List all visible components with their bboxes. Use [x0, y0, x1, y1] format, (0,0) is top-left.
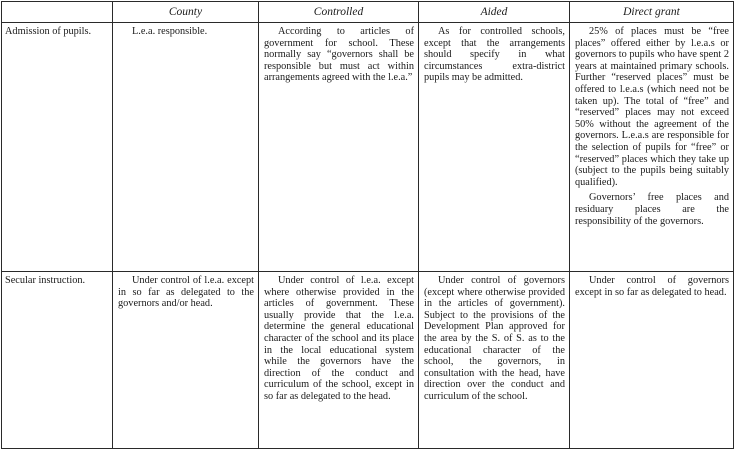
- county-text: Under control of l.e.a. except in so far as delegated to the governors and/or head.: [118, 275, 254, 310]
- aided-text: As for controlled schools, except that the arrangements should specify in what circumstances extra-district pupils may be admitted.: [424, 26, 565, 84]
- header-aided: Aided: [419, 2, 570, 23]
- header-controlled: Controlled: [259, 2, 419, 23]
- direct-grant-text: Governors’ free places and residuary places are the responsibility of the governors.: [575, 192, 729, 227]
- aided-cell: [419, 23, 570, 272]
- header-blank: [2, 2, 113, 23]
- comparison-table: [1, 1, 734, 449]
- header-county: County: [113, 2, 259, 23]
- controlled-cell: [259, 23, 419, 272]
- county-cell: [113, 23, 259, 272]
- aided-text: Under control of governors (except where otherwise provided in the articles of government). Subject to the provisions of the Development Plan approved for the area by the S. of S. as to the educational character of the school, the governors, in consultation with the head, have direction over the conduct and curriculum of the school.: [424, 275, 565, 402]
- direct-grant-cell: [570, 23, 734, 272]
- row-secular-instruction: [2, 272, 734, 449]
- direct-grant-text: 25% of places must be “free places” offered either by l.e.a.s or governors to pupils who have spent 2 years at maintained primary schools. Further “reserved places” must be offered to l.e.a.s (which need not be taken up). The total of “free” and “reserved” places may not exceed 50% without the agreement of the governors. L.e.a.s are responsible for the selection of pupils for “free” or “reserved” places which they take up (subject to the pupils being suitably qualified).: [575, 26, 729, 188]
- row-label-cell: [2, 272, 113, 449]
- header-row: [2, 2, 734, 23]
- direct-grant-cell: [570, 272, 734, 449]
- aided-cell: [419, 272, 570, 449]
- controlled-text: Under control of l.e.a. except where otherwise provided in the articles of government. These usually provide that the l.e.a. determine the general educational character of the school and its place in the local educational system while the governors have the direction of the conduct and curriculum of the school, except in so far as delegated to the head.: [264, 275, 414, 402]
- row-admission-of-pupils: [2, 23, 734, 272]
- row-label-cell: [2, 23, 113, 272]
- direct-grant-text: Under control of governors except in so far as delegated to head.: [575, 275, 729, 298]
- controlled-cell: [259, 272, 419, 449]
- row-label: Secular instruction.: [5, 275, 86, 286]
- county-text: L.e.a. responsible.: [132, 26, 208, 37]
- row-label: Admission of pupils.: [5, 26, 92, 37]
- header-direct-grant: Direct grant: [570, 2, 734, 23]
- county-cell: [113, 272, 259, 449]
- controlled-text: According to articles of government for school. These normally say “governors shall be responsible but must act within arrangements agreed with the l.e.a.”: [264, 26, 414, 84]
